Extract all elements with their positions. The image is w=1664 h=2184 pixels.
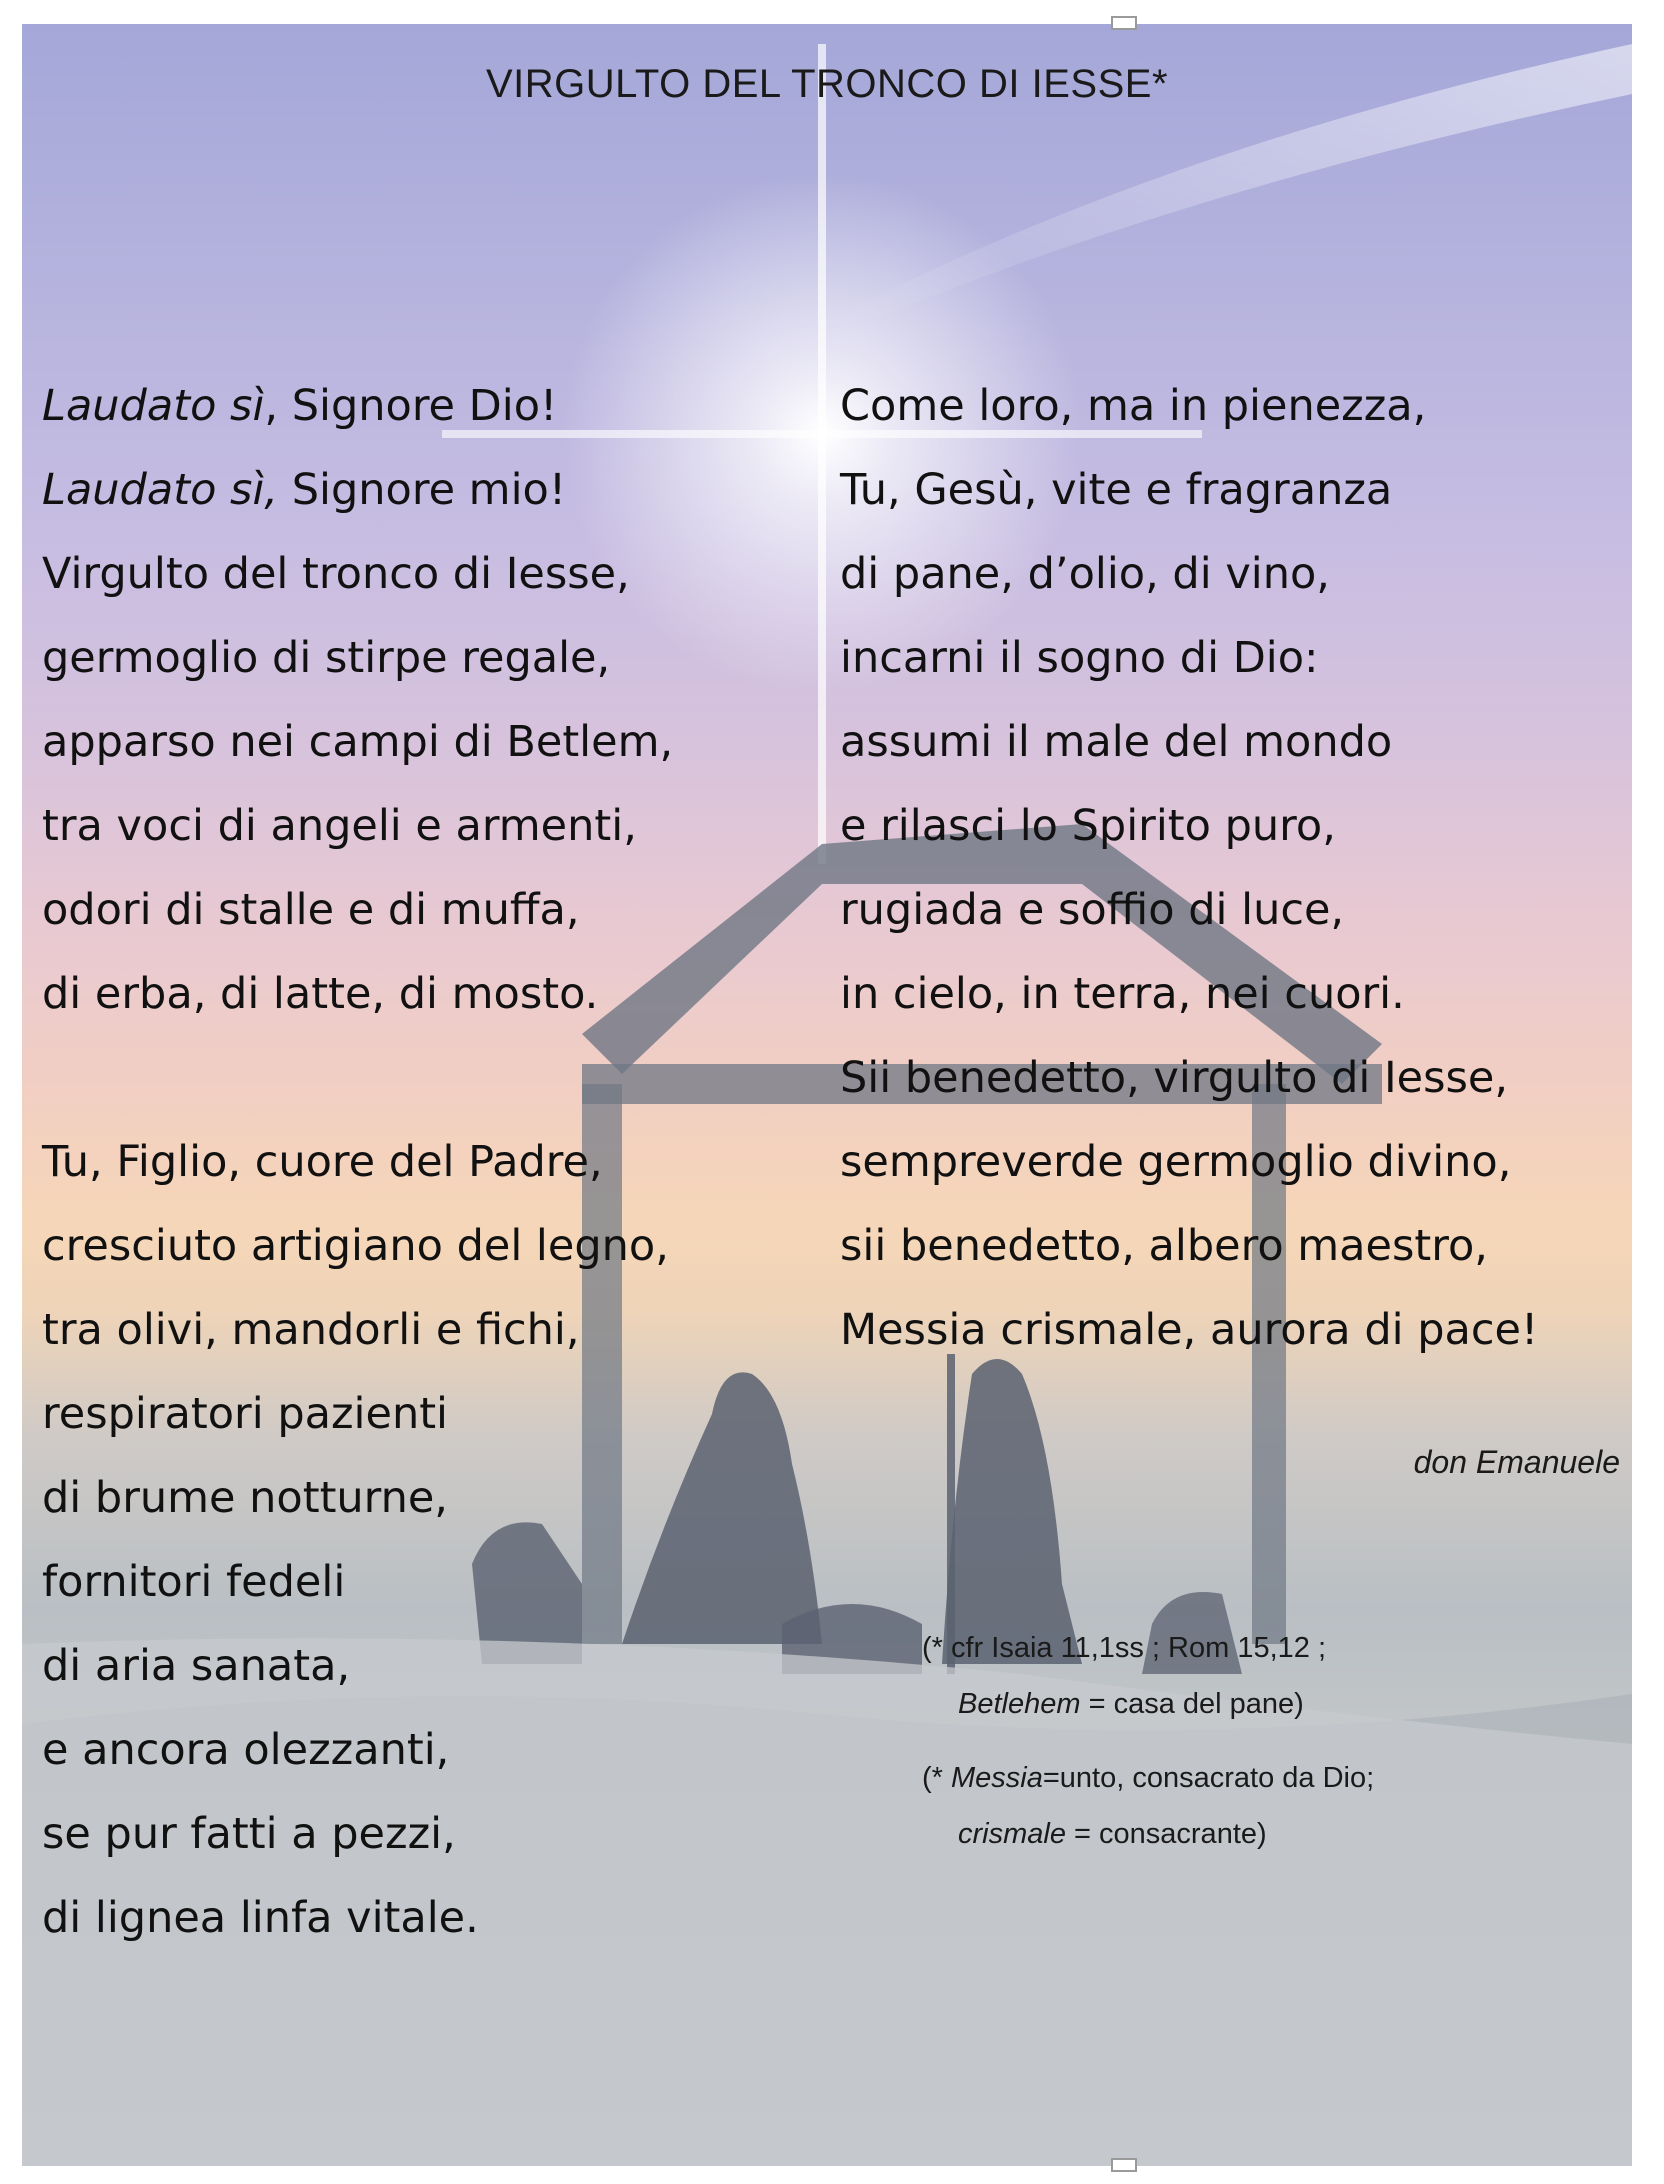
poem-line: Laudato sì, Signore mio! bbox=[42, 465, 567, 515]
poem-line: in cielo, in terra, nei cuori. bbox=[840, 969, 1405, 1019]
poem-line: tra olivi, mandorli e fichi, bbox=[42, 1305, 580, 1355]
poem-line: Laudato sì, Signore Dio! bbox=[42, 381, 558, 431]
footnote-2 bbox=[922, 1750, 1374, 1862]
poem-line: respiratori pazienti bbox=[42, 1389, 449, 1439]
footnote-1 bbox=[922, 1620, 1326, 1732]
poem-line: Tu, Gesù, vite e fragranza bbox=[840, 465, 1393, 515]
footnote-2-line-2: crismale = consacrante) bbox=[958, 1818, 1267, 1850]
poem-line: se pur fatti a pezzi, bbox=[42, 1809, 456, 1859]
poem-right-column bbox=[840, 364, 1620, 1372]
joseph-silhouette bbox=[942, 1359, 1082, 1664]
poem-line: di brume notturne, bbox=[42, 1473, 448, 1523]
poem-line: Virgulto del tronco di Iesse, bbox=[42, 549, 630, 599]
poem-line: di aria sanata, bbox=[42, 1641, 351, 1691]
poem-line: Messia crismale, aurora di pace! bbox=[840, 1305, 1539, 1355]
poem-line: e rilasci lo Spirito puro, bbox=[840, 801, 1336, 851]
poem-line: rugiada e soffio di luce, bbox=[840, 885, 1345, 935]
poem-left-column bbox=[42, 364, 812, 1960]
poem-line: assumi il male del mondo bbox=[840, 717, 1393, 767]
poem-line: sempreverde germoglio divino, bbox=[840, 1137, 1512, 1187]
poem-line: Tu, Figlio, cuore del Padre, bbox=[42, 1137, 603, 1187]
poem-line: e ancora olezzanti, bbox=[42, 1725, 450, 1775]
top-resize-handle[interactable] bbox=[1111, 16, 1137, 30]
poem-line: odori di stalle e di muffa, bbox=[42, 885, 580, 935]
poem-line: germoglio di stirpe regale, bbox=[42, 633, 611, 683]
poem-line: di pane, d’olio, di vino, bbox=[840, 549, 1330, 599]
poem-line: Sii benedetto, virgulto di Iesse, bbox=[840, 1053, 1509, 1103]
poem-line: sii benedetto, albero maestro, bbox=[840, 1221, 1488, 1271]
poem-line: di lignea linfa vitale. bbox=[42, 1893, 479, 1943]
poem-line: tra voci di angeli e armenti, bbox=[42, 801, 637, 851]
poem-line: Come loro, ma in pienezza, bbox=[840, 381, 1427, 431]
poem-line: incarni il sogno di Dio: bbox=[840, 633, 1319, 683]
author-signature: don Emanuele bbox=[1413, 1444, 1620, 1480]
footnote-2-line-1: (* Messia=unto, consacrato da Dio; bbox=[922, 1762, 1375, 1794]
star-ray-vertical bbox=[818, 44, 826, 864]
footnote-1-line-2: Betlehem = casa del pane) bbox=[958, 1688, 1304, 1720]
page-background bbox=[22, 24, 1632, 2166]
poem-title: VIRGULTO DEL TRONCO DI IESSE* bbox=[485, 62, 1169, 106]
poem-line: fornitori fedeli bbox=[42, 1557, 346, 1607]
footnote-1-line-1: (* cfr Isaia 11,1ss ; Rom 15,12 ; bbox=[922, 1632, 1327, 1664]
poem-line: cresciuto artigiano del legno, bbox=[42, 1221, 669, 1271]
poem-line: apparso nei campi di Betlem, bbox=[42, 717, 674, 767]
bottom-resize-handle[interactable] bbox=[1111, 2158, 1137, 2172]
stanza-break bbox=[42, 1036, 812, 1120]
poem-line: di erba, di latte, di mosto. bbox=[42, 969, 599, 1019]
